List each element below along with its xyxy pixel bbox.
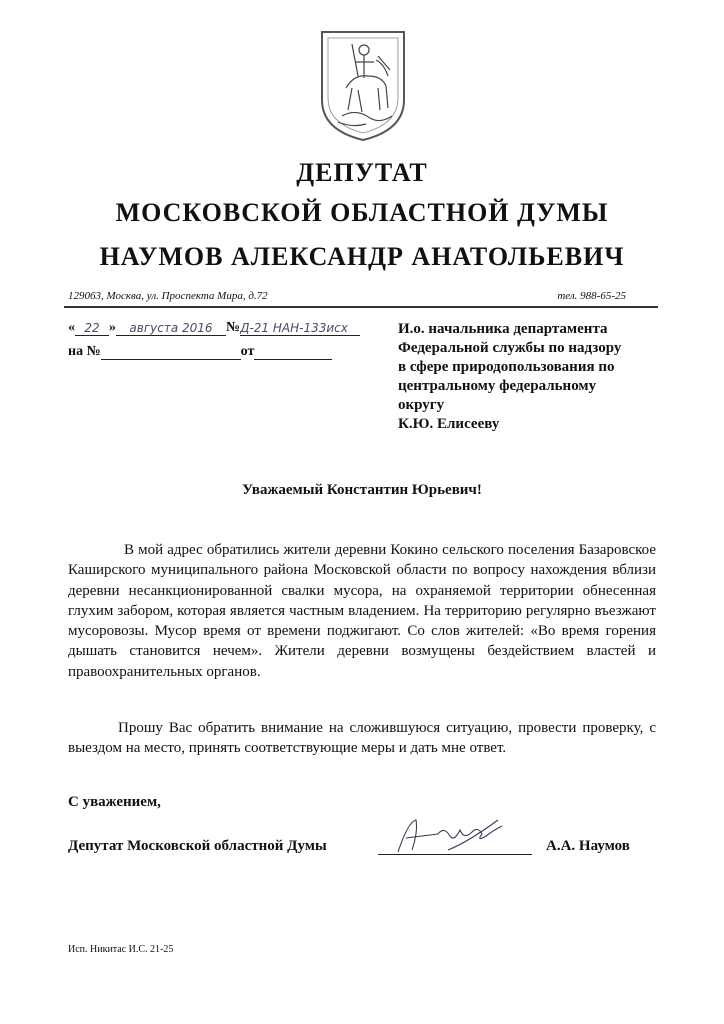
coat-of-arms-emblem [318, 30, 408, 142]
from-label: от [240, 344, 255, 359]
date-close-quote: » [109, 320, 116, 335]
outgoing-reference [68, 320, 360, 336]
signer-name: А.А. Наумов [546, 838, 630, 854]
recipient-line: И.о. начальника департамента [398, 321, 608, 337]
date-month-field [116, 321, 226, 336]
recipient-line: округу [398, 397, 445, 413]
header-phone: тел. 988-65-25 [557, 290, 626, 302]
body-paragraph-1: В мой адрес обратились жители деревни Кокино сельского поселения Базаровское Каширского муниципального района Московской области по вопросу нахождения вблизи деревни несанкционированной свалки мусора, на охраняемой территории обнесенная глухим забором, которая является частным владением. На территорию регулярно въезжают мусоровозы. Мусор время от времени поджигают. Со слов жителей: «Во время горения дышать становится нечем». Жители деревни возмущены бездействием властей и правоохранительных органов. [68, 542, 656, 680]
header-divider [64, 306, 658, 308]
recipient-line: Федеральной службы по надзору [398, 340, 622, 356]
recipient-line: в сфере природопользования по [398, 359, 615, 375]
reply-label: на № [68, 344, 101, 359]
header-title-line2: МОСКОВСКОЙ ОБЛАСТНОЙ ДУМЫ [115, 198, 609, 227]
number-value: Д-21 НАН-133исх [240, 321, 348, 335]
recipient-line: центральному федеральному [398, 378, 597, 394]
body-paragraph-2: Прошу Вас обратить внимание на сложившуюся ситуацию, провести проверку, с выездом на место, принять соответствующие меры и дать мне ответ. [68, 720, 656, 757]
date-month-value: августа 2016 [129, 321, 213, 335]
executor-note: Исп. Никитас И.С. 21-25 [68, 944, 174, 955]
signer-title: Депутат Московской областной Думы [68, 838, 327, 854]
recipient-block [398, 320, 678, 434]
header-address: 129063, Москва, ул. Проспекта Мира, д.72 [68, 290, 268, 302]
reply-date-field [254, 345, 332, 360]
number-field [240, 321, 360, 336]
closing: С уважением, [68, 794, 161, 810]
header-title-line1: ДЕПУТАТ [296, 158, 428, 187]
reply-number-field [101, 345, 241, 360]
recipient-name: К.Ю. Елисееву [398, 416, 500, 432]
handwritten-signature [378, 812, 518, 860]
date-open-quote: « [68, 320, 75, 335]
date-day-field [75, 321, 109, 336]
number-label: № [226, 320, 241, 335]
date-day-value: 22 [84, 321, 100, 335]
header-title-line3: НАУМОВ АЛЕКСАНДР АНАТОЛЬЕВИЧ [99, 242, 625, 271]
salutation: Уважаемый Константин Юрьевич! [242, 482, 482, 498]
incoming-reference [68, 344, 332, 360]
